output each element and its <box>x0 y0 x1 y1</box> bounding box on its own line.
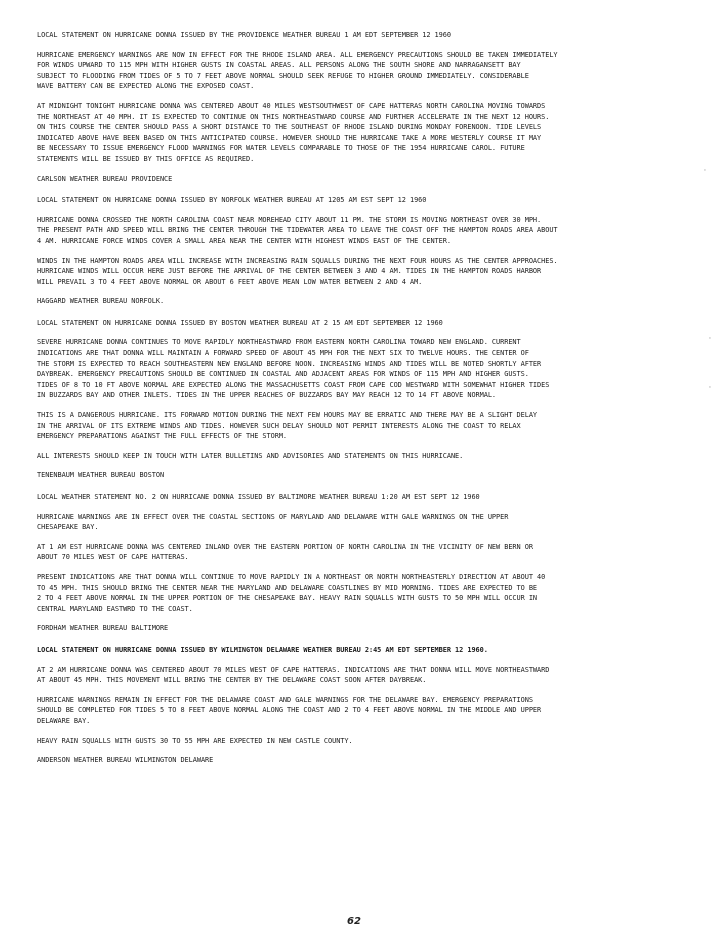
margin-mark: ' <box>709 385 711 393</box>
text-line: HURRICANE DONNA CROSSED THE NORTH CAROLINA COAST NEAR MOREHEAD CITY ABOUT 11 PM. THE STORM IS MOVING NORTHEAST OVER 30 MPH. <box>37 215 542 224</box>
text-line: HURRICANE WINDS WILL OCCUR HERE JUST BEFORE THE ARRIVAL OF THE CENTER BETWEEN 3 AND 4 AM. TIDES IN THE HAMPTON ROADS HARBOR <box>37 267 542 276</box>
text-line: TIDES OF 8 TO 10 FT ABOVE NORMAL ARE EXPECTED ALONG THE MASSACHUSETTS COAST FROM CAPE COD WESTWARD WITH SOMEWHAT HIGHER TIDES <box>37 380 550 389</box>
text-line: AT 1 AM EST HURRICANE DONNA WAS CENTERED INLAND OVER THE EASTERN PORTION OF NORTH CAROLINA IN THE VICINITY OF NEW BERN OR <box>37 542 533 551</box>
text-line: STATEMENTS WILL BE ISSUED BY THIS OFFICE AS REQUIRED. <box>37 154 255 163</box>
signature-line: TENENBAUM WEATHER BUREAU BOSTON <box>37 471 165 480</box>
text-line: SEVERE HURRICANE DONNA CONTINUES TO MOVE RAPIDLY NORTHEASTWARD FROM EASTERN NORTH CAROLINA TOWARD NEW ENGLAND. CURRENT <box>37 338 521 347</box>
page-number: 62 <box>347 916 361 927</box>
statement-heading: LOCAL WEATHER STATEMENT NO. 2 ON HURRICANE DONNA ISSUED BY BALTIMORE WEATHER BUREAU 1:20 AM EST SEPT 12 1960 <box>37 493 480 501</box>
statement-heading: LOCAL STATEMENT ON HURRICANE DONNA ISSUED BY BOSTON WEATHER BUREAU AT 2 15 AM EDT SEPTEMBER 12 1960 <box>37 318 443 327</box>
paragraph <box>37 542 682 563</box>
text-line: CENTRAL MARYLAND EASTWRD TO THE COAST. <box>37 604 193 613</box>
signature-line: CARLSON WEATHER BUREAU PROVIDENCE <box>37 174 173 183</box>
text-line: DELAWARE BAY. <box>37 716 91 725</box>
statement-wilmington <box>37 645 682 766</box>
text-line: ABOUT 70 MILES WEST OF CAPE HATTERAS. <box>37 553 189 562</box>
paragraph <box>37 512 682 533</box>
margin-mark: ' <box>704 168 706 176</box>
paragraph <box>37 337 682 401</box>
text-line: AT MIDNIGHT TONIGHT HURRICANE DONNA WAS CENTERED ABOUT 40 MILES WESTSOUTHWEST OF CAPE HATTERAS NORTH CAROLINA MOVING TOWARDS <box>37 101 546 110</box>
text-line: 2 TO 4 FEET ABOVE NORMAL IN THE UPPER PORTION OF THE CHESAPEAKE BAY. HEAVY RAIN SQUALLS WITH GUSTS TO 50 MPH WILL OCCUR IN <box>37 594 538 603</box>
text-line: HURRICANE WARNINGS REMAIN IN EFFECT FOR THE DELAWARE COAST AND GALE WARNINGS FOR THE DELAWARE BAY. EMERGENCY PREPARATIONS <box>37 695 533 704</box>
text-line: IN THE ARRIVAL OF ITS EXTREME WINDS AND TIDES. HOWEVER SUCH DELAY SHOULD NOT PERMIT INTERESTS ALONG THE COAST TO RELAX <box>37 421 521 430</box>
text-line: THIS IS A DANGEROUS HURRICANE. ITS FORWARD MOTION DURING THE NEXT FEW HOURS MAY BE ERRATIC AND THERE MAY BE A SLIGHT DELAY <box>37 411 538 420</box>
text-line: WILL PREVAIL 3 TO 4 FEET ABOVE NORMAL OR ABOUT 6 FEET ABOVE MEAN LOW WATER BETWEEN 2 AND 4 AM. <box>37 277 423 286</box>
text-line: SUBJECT TO FLOODING FROM TIDES OF 5 TO 7 FEET ABOVE NORMAL SHOULD SEEK REFUGE TO HIGHER GROUND IMMEDIATELY. CONSIDERABLE <box>37 71 529 80</box>
paragraph <box>37 101 682 165</box>
text-line: AT 2 AM HURRICANE DONNA WAS CENTERED ABOUT 70 MILES WEST OF CAPE HATTERAS. INDICATIONS ARE THAT DONNA WILL MOVE NORTHEASTWARD <box>37 665 550 674</box>
text-line: TO 45 MPH. THIS SHOULD BRING THE CENTER NEAR THE MARYLAND AND DELAWARE COASTLINES BY MID MORNING. TIDES ARE EXPECTED TO BE <box>37 583 538 592</box>
text-line: DAYBREAK. EMERGENCY PRECAUTIONS SHOULD BE CONTINUED IN COASTAL AND ADJACENT AREAS FOR WINDS OF 115 MPH AND HIGHER GUSTS. <box>37 370 529 379</box>
text-line: ALL INTERESTS SHOULD KEEP IN TOUCH WITH LATER BULLETINS AND ADVISORIES AND STATEMENTS ON THIS HURRICANE. <box>37 451 464 460</box>
paragraph <box>37 50 682 92</box>
paragraph <box>37 572 682 614</box>
paragraph <box>37 695 682 727</box>
signature-line: HAGGARD WEATHER BUREAU NORFOLK. <box>37 297 165 306</box>
statement-baltimore <box>37 492 682 634</box>
text-line: HEAVY RAIN SQUALLS WITH GUSTS 30 TO 55 MPH ARE EXPECTED IN NEW CASTLE COUNTY. <box>37 736 353 745</box>
document-body <box>37 30 682 766</box>
text-line: 4 AM. HURRICANE FORCE WINDS COVER A SMALL AREA NEAR THE CENTER WITH HIGHEST WINDS EAST OF THE CENTER. <box>37 236 451 245</box>
statement-providence <box>37 30 682 184</box>
text-line: THE NORTHEAST AT 40 MPH. IT IS EXPECTED TO CONTINUE ON THIS NORTHEASTWARD COURSE AND FURTHER ACCELERATE IN THE NEXT 12 HOURS. <box>37 112 550 121</box>
statement-boston <box>37 318 682 481</box>
paragraph <box>37 215 682 247</box>
text-line: INDICATIONS ARE THAT DONNA WILL MAINTAIN A FORWARD SPEED OF ABOUT 45 MPH FOR THE NEXT SIX TO TWELVE HOURS. THE CENTER OF <box>37 349 529 358</box>
margin-mark: ' <box>709 336 711 344</box>
paragraph <box>37 410 682 442</box>
text-line: FOR WINDS UPWARD TO 115 MPH WITH HIGHER GUSTS IN COASTAL AREAS. ALL PERSONS ALONG THE SOUTH SHORE AND NARRAGANSETT BAY <box>37 61 521 70</box>
text-line: HURRICANE EMERGENCY WARNINGS ARE NOW IN EFFECT FOR THE RHODE ISLAND AREA. ALL EMERGENCY PRECAUTIONS SHOULD BE TAKEN IMMEDIATELY <box>37 50 558 59</box>
text-line: HURRICANE WARNINGS ARE IN EFFECT OVER THE COASTAL SECTIONS OF MARYLAND AND DELAWARE WITH GALE WARNINGS ON THE UPPER <box>37 512 509 521</box>
text-line: IN BUZZARDS BAY AND OTHER INLETS. TIDES IN THE UPPER REACHES OF BUZZARDS BAY MAY REACH 12 TO 14 FT ABOVE NORMAL. <box>37 391 497 400</box>
text-line: BE NECESSARY TO ISSUE EMERGENCY FLOOD WARNINGS FOR WATER LEVELS COMPARABLE TO THOSE OF THE 1954 HURRICANE CAROL. FUTURE <box>37 144 525 153</box>
text-line: INDICATED ABOVE HAVE BEEN BASED ON THIS ANTICIPATED COURSE. HOWEVER SHOULD THE HURRICANE TAKE A MORE WESTERLY COURSE IT MAY <box>37 133 542 142</box>
signature-line: ANDERSON WEATHER BUREAU WILMINGTON DELAWARE <box>37 756 214 765</box>
text-line: THE PRESENT PATH AND SPEED WILL BRING THE CENTER THROUGH THE TIDEWATER AREA TO LEAVE THE COAST OFF THE HAMPTON ROADS AREA ABOUT <box>37 226 558 235</box>
text-line: AT ABOUT 45 MPH. THIS MOVEMENT WILL BRING THE CENTER BY THE DELAWARE COAST SOON AFTER DAYBREAK. <box>37 676 427 685</box>
paragraph <box>37 256 682 288</box>
statement-heading: LOCAL STATEMENT ON HURRICANE DONNA ISSUED BY WILMINGTON DELAWARE WEATHER BUREAU 2:45 AM EDT SEPTEMBER 12 1960. <box>37 645 488 654</box>
text-line: WAVE BATTERY CAN BE EXPECTED ALONG THE EXPOSED COAST. <box>37 82 255 91</box>
statement-heading: LOCAL STATEMENT ON HURRICANE DONNA ISSUED BY THE PROVIDENCE WEATHER BUREAU 1 AM EDT SEPTEMBER 12 1960 <box>37 31 451 39</box>
signature-line: FORDHAM WEATHER BUREAU BALTIMORE <box>37 624 169 633</box>
statement-heading: LOCAL STATEMENT ON HURRICANE DONNA ISSUED BY NORFOLK WEATHER BUREAU AT 1205 AM EST SEPT 12 1960 <box>37 196 427 205</box>
text-line: SHOULD BE COMPLETED FOR TIDES 5 TO 8 FEET ABOVE NORMAL ALONG THE COAST AND 2 TO 4 FEET ABOVE NORMAL IN THE MIDDLE AND UPPER <box>37 706 542 715</box>
text-line: EMERGENCY PREPARATIONS AGAINST THE FULL EFFECTS OF THE STORM. <box>37 432 288 441</box>
text-line: WINDS IN THE HAMPTON ROADS AREA WILL INCREASE WITH INCREASING RAIN SQUALLS DURING THE NEXT FOUR HOURS AS THE CENTER APPROACHES. <box>37 256 558 265</box>
text-line: ON THIS COURSE THE CENTER SHOULD PASS A SHORT DISTANCE TO THE SOUTHEAST OF RHODE ISLAND DURING MONDAY FORENOON. TIDE LEVELS <box>37 123 542 132</box>
paragraph <box>37 665 682 686</box>
text-line: CHESAPEAKE BAY. <box>37 523 99 532</box>
statement-norfolk <box>37 195 682 307</box>
text-line: PRESENT INDICATIONS ARE THAT DONNA WILL CONTINUE TO MOVE RAPIDLY IN A NORTHEAST OR NORTH NORTHEASTERLY DIRECTION AT ABOUT 40 <box>37 572 546 581</box>
text-line: THE STORM IS EXPECTED TO REACH SOUTHEASTERN NEW ENGLAND BEFORE NOON. INCREASING WINDS AND TIDES WILL BE NOTED SHORTLY AFTER <box>37 359 542 368</box>
